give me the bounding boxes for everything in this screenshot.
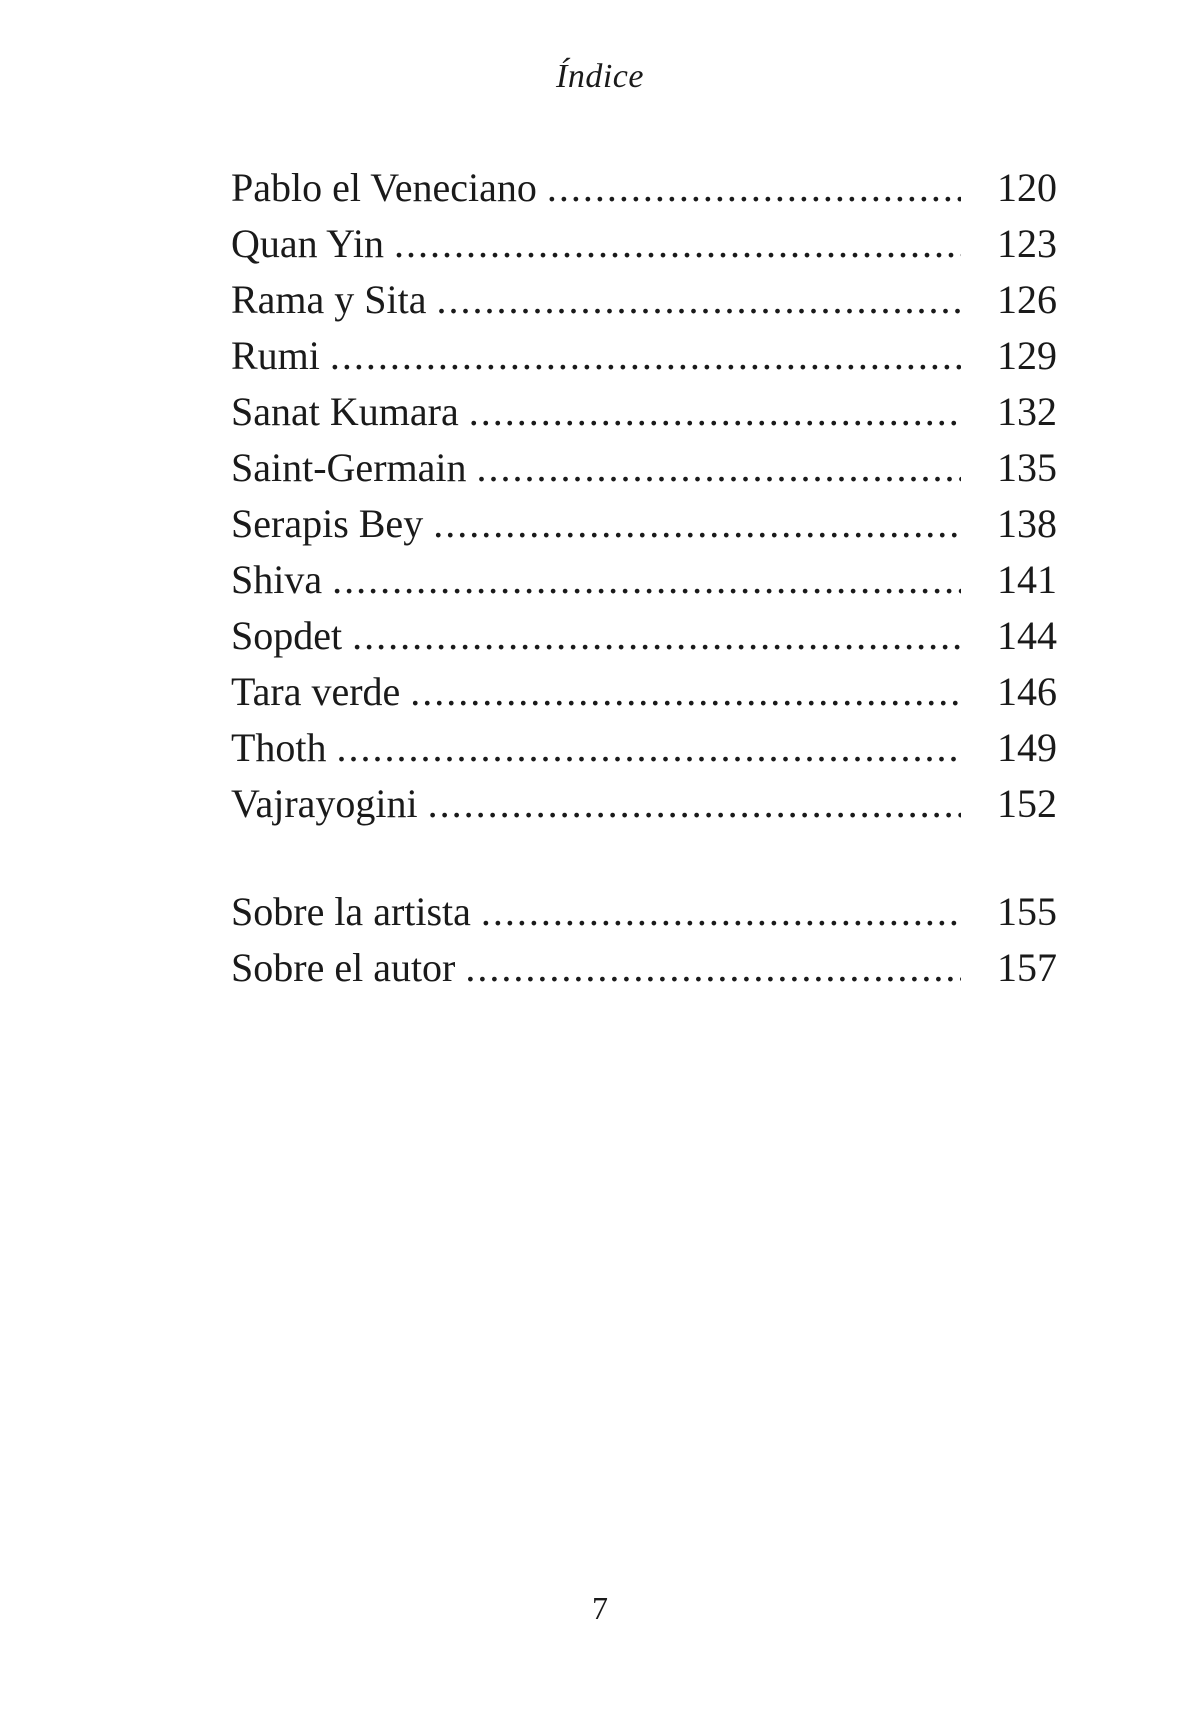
toc-entry-page: 149: [997, 725, 1057, 770]
toc-entry-title: Thoth: [231, 725, 327, 770]
toc-entry-title: Rama y Sita: [231, 277, 427, 322]
toc-entry-title: Quan Yin: [231, 221, 384, 266]
toc-entry: [231, 552, 1057, 608]
toc-entry-page: 129: [997, 333, 1057, 378]
toc-entry: [231, 160, 1057, 216]
toc-entry-page: 120: [997, 165, 1057, 210]
toc-entry: [231, 440, 1057, 496]
toc-entry: [231, 496, 1057, 552]
toc-entry-page: 157: [997, 945, 1057, 990]
toc-entry-title: Sobre el autor: [231, 945, 456, 990]
toc-entry-title: Shiva: [231, 557, 323, 602]
dot-leader: [337, 720, 961, 776]
toc-entry-page: 155: [997, 889, 1057, 934]
toc-entry-title: Pablo el Veneciano: [231, 165, 537, 210]
dot-leader: [477, 440, 962, 496]
toc-entry: [231, 940, 1057, 996]
toc-entry-page: 132: [997, 389, 1057, 434]
toc-entry-title: Vajrayogini: [231, 781, 418, 826]
toc-entry-page: 123: [997, 221, 1057, 266]
page-number: 7: [592, 1590, 608, 1626]
toc-entry: [231, 384, 1057, 440]
dot-leader: [547, 160, 961, 216]
toc-group-back-matter: [231, 884, 1057, 996]
toc-entry: [231, 720, 1057, 776]
dot-leader: [332, 552, 961, 608]
running-head: Índice: [556, 58, 644, 95]
dot-leader: [394, 216, 961, 272]
toc-entry-title: Sopdet: [231, 613, 343, 658]
toc-group-deities: [231, 160, 1057, 832]
toc-entry-title: Saint-Germain: [231, 445, 467, 490]
dot-leader: [437, 272, 961, 328]
dot-leader: [481, 884, 961, 940]
dot-leader: [410, 664, 961, 720]
toc-entry-title: Sanat Kumara: [231, 389, 459, 434]
dot-leader: [433, 496, 961, 552]
dot-leader: [330, 328, 961, 384]
toc-entry-title: Sobre la artista: [231, 889, 471, 934]
toc-entry-title: Tara verde: [231, 669, 401, 714]
dot-leader: [469, 384, 961, 440]
toc-entry-page: 146: [997, 669, 1057, 714]
toc-entry-title: Serapis Bey: [231, 501, 424, 546]
toc-entry-page: 138: [997, 501, 1057, 546]
toc-entry-page: 126: [997, 277, 1057, 322]
toc-entry: [231, 216, 1057, 272]
toc-entry: [231, 328, 1057, 384]
toc-entry-page: 144: [997, 613, 1057, 658]
toc-entry-page: 141: [997, 557, 1057, 602]
dot-leader: [352, 608, 961, 664]
dot-leader: [428, 776, 961, 832]
toc-entry-page: 135: [997, 445, 1057, 490]
toc-entry: [231, 776, 1057, 832]
toc-entry: [231, 884, 1057, 940]
toc-entry: [231, 272, 1057, 328]
toc-entry-title: Rumi: [231, 333, 320, 378]
table-of-contents: [231, 160, 1057, 996]
toc-entry: [231, 664, 1057, 720]
toc-entry-page: 152: [997, 781, 1057, 826]
dot-leader: [465, 940, 961, 996]
toc-entry: [231, 608, 1057, 664]
